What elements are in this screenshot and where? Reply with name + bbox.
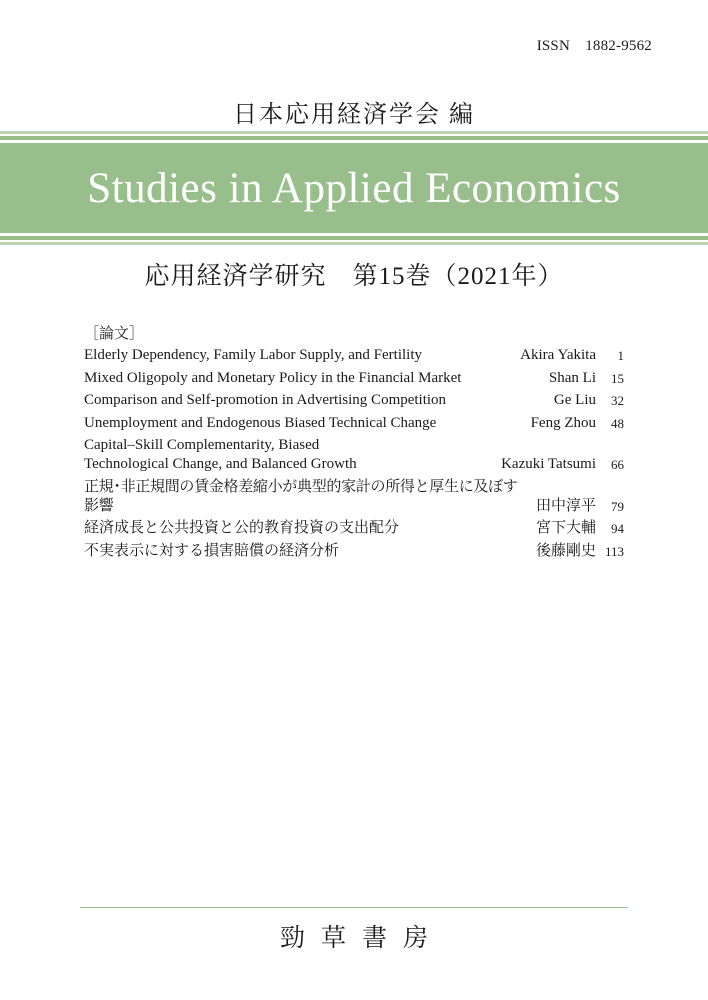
journal-title: Studies in Applied Economics xyxy=(87,164,621,212)
title-band xyxy=(0,143,708,233)
article-title: 不実表示に対する損害賠償の経済分析 xyxy=(84,542,340,559)
article-title: Elderly Dependency, Family Labor Supply, and Fertility xyxy=(84,347,422,363)
article-page: 15 xyxy=(611,370,624,386)
article-page: 79 xyxy=(611,498,624,514)
toc-row xyxy=(84,542,624,561)
article-title: Comparison and Self-promotion in Advertising Competition xyxy=(84,392,447,408)
editor-line: 日本応用経済学会 編 xyxy=(233,102,475,128)
table-of-contents xyxy=(84,346,624,564)
toc-row xyxy=(84,414,624,433)
article-author: Ge Liu xyxy=(553,392,596,408)
article-author: Kazuki Tatsumi xyxy=(501,456,596,472)
article-author: 田中淳平 xyxy=(535,497,596,514)
article-title: 経済成長と公共投資と公的教育投資の支出配分 xyxy=(84,520,400,536)
article-author: 後藤剛史 xyxy=(535,542,596,559)
article-title: Mixed Oligopoly and Monetary Policy in the Financial Market xyxy=(84,369,462,386)
journal-subtitle: 応用経済学研究 第15巻（2021年） xyxy=(144,263,564,290)
article-author: 宮下大輔 xyxy=(535,520,596,536)
bottom-stripe-thick xyxy=(0,236,708,240)
publisher-name: 勁草書房 xyxy=(279,925,444,952)
article-page: 48 xyxy=(611,415,624,431)
article-author: Feng Zhou xyxy=(530,414,596,431)
top-stripe-thin xyxy=(0,131,708,134)
toc-row xyxy=(84,346,624,365)
toc-row xyxy=(84,391,624,410)
bottom-stripe-thin xyxy=(0,242,708,245)
toc-row xyxy=(84,436,624,474)
article-page: 94 xyxy=(611,521,624,536)
article-page: 32 xyxy=(611,393,624,408)
section-label: ［論文］ xyxy=(84,326,145,342)
issn-number: ISSN 1882-9562 xyxy=(536,38,652,54)
toc-row xyxy=(84,369,624,388)
footer-divider xyxy=(80,907,628,908)
article-title: 正規･非正規間の賃金格差縮小が典型的家計の所得と厚生に及ぼす影響 xyxy=(84,478,518,514)
top-stripe-thick xyxy=(0,136,708,140)
toc-row xyxy=(84,519,624,538)
article-page: 66 xyxy=(611,457,624,472)
toc-row xyxy=(84,478,624,516)
article-page: 113 xyxy=(604,543,624,559)
article-author: Akira Yakita xyxy=(520,347,596,363)
article-title: Unemployment and Endogenous Biased Technical Change xyxy=(84,414,437,431)
article-page: 1 xyxy=(617,348,624,363)
article-title: Capital–Skill Complementarity, Biased Technological Change, and Balanced Growth xyxy=(84,437,357,472)
article-author: Shan Li xyxy=(548,369,596,386)
